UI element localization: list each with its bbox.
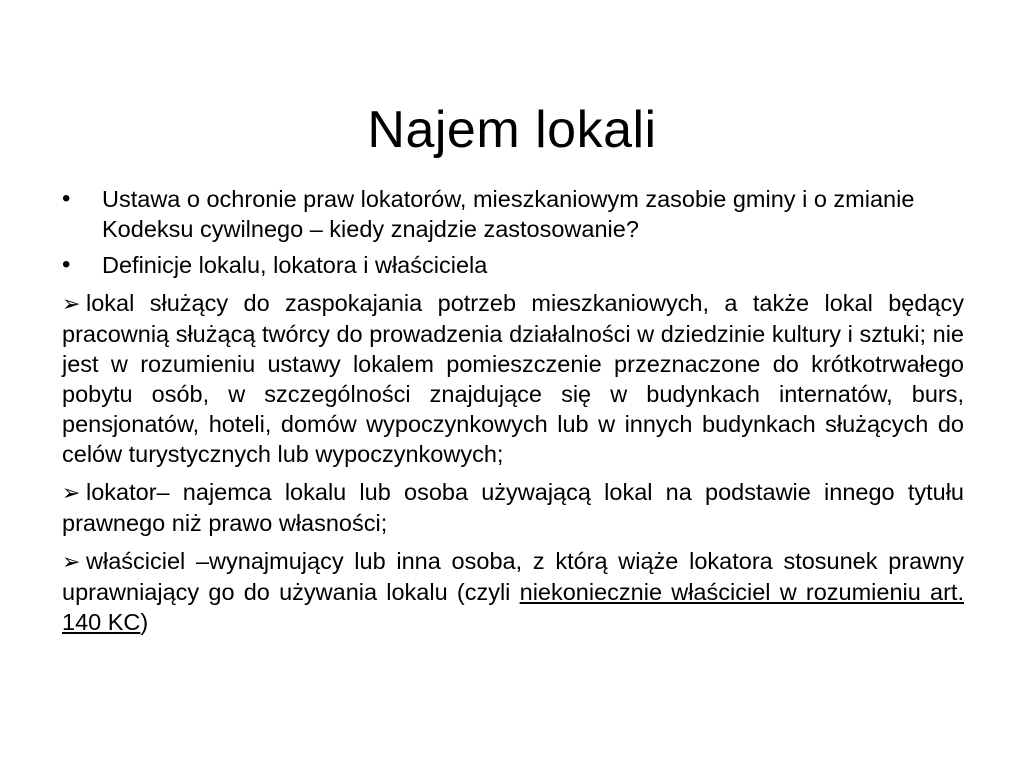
bullet-dot-icon: • bbox=[62, 251, 71, 278]
bullet-item bbox=[62, 184, 964, 244]
bullet-text: Definicje lokalu, lokatora i właściciela bbox=[102, 252, 488, 278]
definition-paragraph bbox=[62, 288, 964, 469]
bullet-dot-icon: • bbox=[62, 185, 71, 212]
bullet-text: Ustawa o ochronie praw lokatorów, mieszkaniowym zasobie gminy i o zmianie Kodeksu cywilnego – kiedy znajdzie zastosowanie? bbox=[102, 186, 915, 242]
definition-text: właściciel –wynajmujący lub inna osoba, z którą wiąże lokatora stosunek prawny uprawniający go do używania lokalu (czyli bbox=[62, 548, 964, 605]
definition-paragraph bbox=[62, 546, 964, 637]
underlined-text: niekoniecznie właściciel w rozumieniu art. 140 KC bbox=[62, 579, 964, 635]
definition-text: lokal służący do zaspokajania potrzeb mieszkaniowych, a także lokal będący pracownią służącą twórcy do prowadzenia działalności w dziedzinie kultury i sztuki; nie jest w rozumieniu ustawy lokalem pomieszczenie przeznaczone do krótkotrwałego pobytu osób, w szczególności znajdujące się w budynkach internatów, burs, pensjonatów, hoteli, domów wypoczynkowych lub w innych budynkach służących do celów turystycznych lub wypoczynkowych; bbox=[62, 290, 964, 467]
closing-paren: ) bbox=[140, 609, 149, 635]
arrow-bullet-icon: ➢ bbox=[62, 480, 81, 505]
slide-title: Najem lokali bbox=[367, 100, 657, 159]
slide-content bbox=[62, 184, 964, 645]
definition-text: lokator– najemca lokalu lub osoba używającą lokal na podstawie innego tytułu prawnego niż prawo własności; bbox=[62, 479, 964, 536]
bullet-item bbox=[62, 250, 964, 280]
arrow-bullet-icon: ➢ bbox=[62, 291, 81, 316]
arrow-bullet-icon: ➢ bbox=[62, 549, 81, 574]
definition-paragraph bbox=[62, 477, 964, 538]
